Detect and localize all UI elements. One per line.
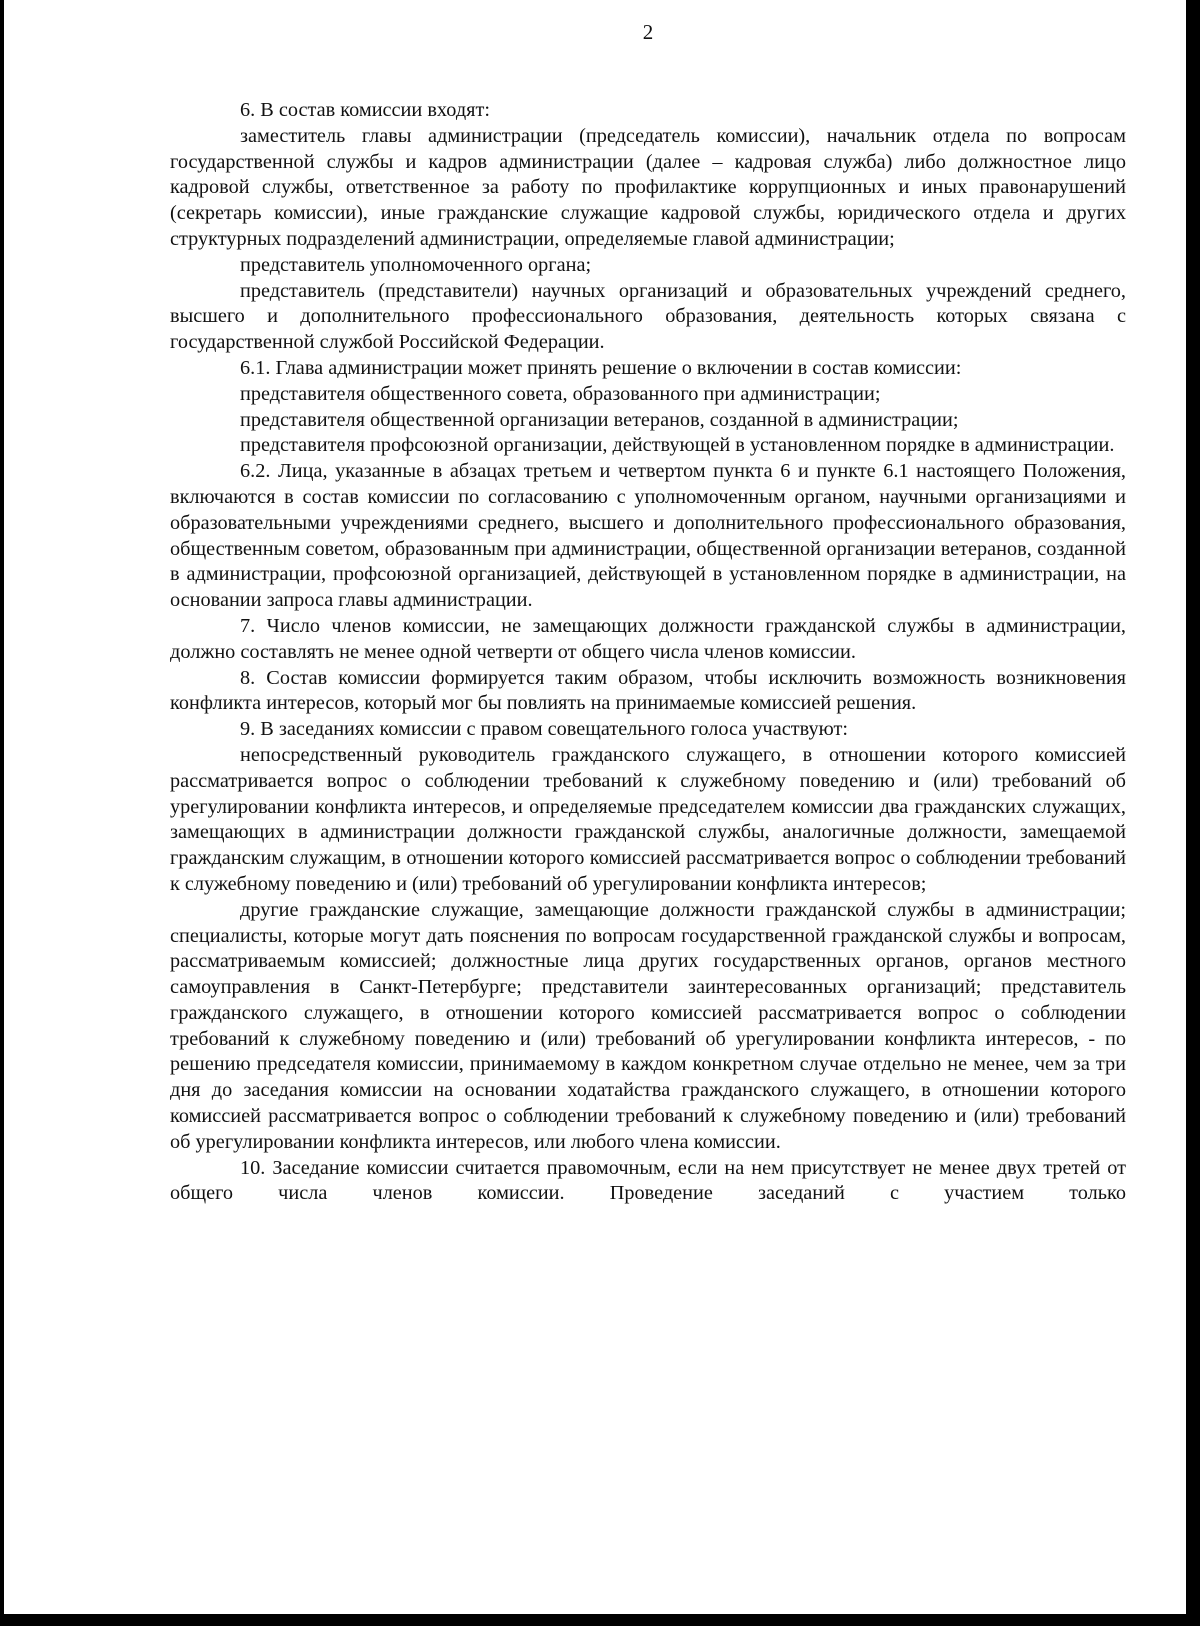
paragraph-6-members: заместитель главы администрации (председатель комиссии), начальник отдела по вопросам государственной службы и кадров администрации (далее – кадровая служба) либо должностное лицо кадровой службы, ответственное за работу по профилактике коррупционных и иных правонарушений (секретарь комиссии), иные гражданские служащие кадровой службы, юридического отдела и других структурных подразделений администрации, определяемые главой администрации;	[170, 124, 1126, 250]
document-body	[170, 98, 1126, 1207]
paragraph-6-1: 6.1. Глава администрации может принять решение о включении в состав комиссии:	[240, 356, 962, 379]
scan-edge-right	[1186, 0, 1200, 1626]
paragraph-6-science-rep: представитель (представители) научных организаций и образовательных учреждений среднего, высшего и дополнительного профессионального образования, деятельность которых связана с государственной службой Российской Федерации.	[170, 279, 1126, 354]
paragraph-6-1-union: представителя профсоюзной организации, действующей в установленном порядке в администрации.	[240, 434, 1115, 457]
paragraph-9-others: другие гражданские служащие, замещающие должности гражданской службы в администрации; специалисты, которые могут дать пояснения по вопросам государственной гражданской службы и вопросам, рассматриваемым комиссией; должностные лица других государственных органов, органов местного самоуправления в Санкт-Петербурге; представители заинтересованных организаций; представитель гражданского служащего, в отношении которого комиссией рассматривается вопрос о соблюдении требований к служебному поведению и (или) требований об урегулировании конфликта интересов, - по решению председателя комиссии, принимаемому в каждом конкретном случае отдельно не менее, чем за три дня до заседания комиссии на основании ходатайства гражданского служащего, в отношении которого комиссией рассматривается вопрос о соблюдении требований к служебному поведению и (или) требований об урегулировании конфликта интересов, или любого члена комиссии.	[170, 898, 1126, 1153]
paragraph-6-1-council: представителя общественного совета, образованного при администрации;	[240, 382, 881, 405]
paragraph-6-authorized-rep: представитель уполномоченного органа;	[240, 253, 592, 276]
scan-edge-bottom	[0, 1614, 1200, 1626]
page-number: 2	[642, 20, 654, 44]
paragraph-7: 7. Число членов комиссии, не замещающих должности гражданской службы в администрации, должно составлять не менее одной четверти от общего числа членов комиссии.	[170, 614, 1126, 663]
paragraph-6-2: 6.2. Лица, указанные в абзацах третьем и четвертом пункта 6 и пункте 6.1 настоящего Положения, включаются в состав комиссии по согласованию с уполномоченным органом, научными организациями и образовательными учреждениями среднего, высшего и дополнительного профессионального образования, общественным советом, образованным при администрации, общественной организации ветеранов, созданной в администрации, профсоюзной организацией, действующей в установленном порядке в администрации, на основании запроса главы администрации.	[170, 460, 1126, 612]
paragraph-6-1-veterans: представителя общественной организации ветеранов, созданной в администрации;	[240, 408, 959, 431]
paragraph-9-supervisor: непосредственный руководитель гражданского служащего, в отношении которого комиссией рассматривается вопрос о соблюдении требований к служебному поведению и (или) требований об урегулировании конфликта интересов, и определяемые председателем комиссии два гражданских служащих, замещающих в администрации должности гражданской службы, аналогичные должности, замещаемой гражданским служащим, в отношении которого комиссией рассматривается вопрос о соблюдении требований к служебному поведению и (или) требований об урегулировании конфликта интересов;	[170, 743, 1126, 895]
scan-edge-left	[0, 0, 4, 1626]
paragraph-6: 6. В состав комиссии входят:	[240, 99, 490, 121]
paragraph-10: 10. Заседание комиссии считается правомочным, если на нем присутствует не менее двух третей от общего числа членов комиссии. Проведение заседаний с участием только	[170, 1156, 1126, 1205]
paragraph-9: 9. В заседаниях комиссии с правом совещательного голоса участвуют:	[240, 718, 848, 741]
paragraph-8: 8. Состав комиссии формируется таким образом, чтобы исключить возможность возникновения конфликта интересов, который мог бы повлиять на принимаемые комиссией решения.	[170, 666, 1126, 715]
